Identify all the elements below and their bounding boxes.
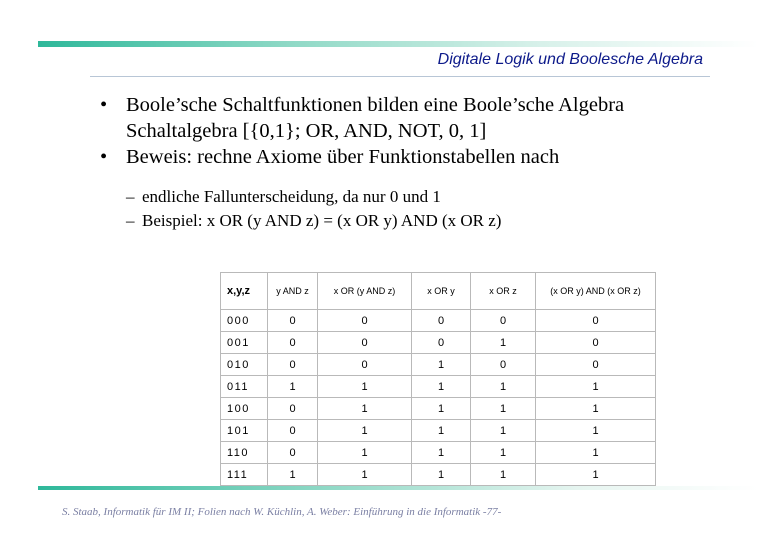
subbullet-item (100, 209, 624, 233)
table-cell: 1 (471, 376, 536, 398)
table-row (221, 354, 656, 376)
table-cell: 0 (318, 354, 412, 376)
table-cell: 0 (268, 354, 318, 376)
table-cell: 1 (318, 420, 412, 442)
table-row (221, 376, 656, 398)
table-cell: 111 (221, 464, 268, 486)
table-cell: 1 (536, 464, 656, 486)
table-cell: 001 (221, 332, 268, 354)
table-cell: 0 (268, 442, 318, 464)
table-header-cell: x OR z (471, 273, 536, 310)
table-cell: 100 (221, 398, 268, 420)
table-body (221, 310, 656, 486)
table-cell: 1 (268, 464, 318, 486)
table-cell: 101 (221, 420, 268, 442)
slide-title: Digitale Logik und Boolesche Algebra (437, 51, 703, 68)
table-row (221, 398, 656, 420)
table-cell: 1 (471, 332, 536, 354)
table-cell: 1 (412, 354, 471, 376)
table-row (221, 464, 656, 486)
bottom-accent-bar (38, 486, 758, 490)
table-cell: 1 (412, 464, 471, 486)
table-cell: 1 (536, 398, 656, 420)
table-cell: 0 (536, 332, 656, 354)
table-cell: 1 (471, 420, 536, 442)
bullet-icon: • (100, 94, 108, 116)
bullet-text-line: Beweis: rechne Axiome über Funktionstabellen nach (126, 146, 560, 168)
table-cell: 0 (318, 310, 412, 332)
table-header-cell: (x OR y) AND (x OR z) (536, 273, 656, 310)
table-cell: 1 (412, 376, 471, 398)
table-cell: 1 (268, 376, 318, 398)
top-accent-bar (38, 41, 758, 47)
table-cell: 011 (221, 376, 268, 398)
subbullet-text: Beispiel: x OR (y AND z) = (x OR y) AND (x OR z) (142, 211, 502, 230)
table-header-row (221, 273, 656, 310)
table-row (221, 310, 656, 332)
table-cell: 0 (268, 420, 318, 442)
table-cell: 0 (268, 310, 318, 332)
table-cell: 1 (412, 398, 471, 420)
table-header-cell: y AND z (268, 273, 318, 310)
table-cell: 0 (471, 310, 536, 332)
table-header-cell: x OR y (412, 273, 471, 310)
table-cell: 1 (536, 420, 656, 442)
bullet-list (100, 92, 624, 233)
table-cell: 0 (412, 332, 471, 354)
table-cell: 0 (318, 332, 412, 354)
table-cell: 1 (412, 442, 471, 464)
subbullet-text: endliche Fallunterscheidung, da nur 0 und 1 (142, 187, 441, 206)
title-divider (90, 76, 710, 77)
table-row (221, 332, 656, 354)
table-cell: 1 (318, 464, 412, 486)
footer-citation: S. Staab, Informatik für IM II; Folien nach W. Küchlin, A. Weber: Einführung in die Informatik -77- (62, 506, 502, 518)
table-cell: 1 (471, 442, 536, 464)
table-cell: 0 (536, 354, 656, 376)
table-header-cell: x,y,z (221, 273, 268, 310)
bullet-icon: • (100, 146, 108, 168)
bullet-item (100, 144, 624, 170)
table-cell: 000 (221, 310, 268, 332)
table-cell: 0 (268, 332, 318, 354)
dash-icon: – (126, 187, 135, 206)
table-cell: 1 (412, 420, 471, 442)
table-cell: 1 (536, 442, 656, 464)
table-cell: 110 (221, 442, 268, 464)
table-cell: 0 (268, 398, 318, 420)
bullet-text-line: Schaltalgebra [{0,1}; OR, AND, NOT, 0, 1] (126, 120, 487, 142)
table-cell: 010 (221, 354, 268, 376)
dash-icon: – (126, 211, 135, 230)
bullet-item (100, 92, 624, 144)
table-cell: 0 (412, 310, 471, 332)
bullet-text-line: Boole’sche Schaltfunktionen bilden eine Boole’sche Algebra (126, 94, 625, 116)
table-cell: 1 (471, 398, 536, 420)
table-row (221, 442, 656, 464)
table-cell: 0 (536, 310, 656, 332)
table-cell: 0 (471, 354, 536, 376)
subbullet-list (100, 185, 624, 233)
truth-table (220, 272, 656, 486)
table-header-cell: x OR (y AND z) (318, 273, 412, 310)
subbullet-item (100, 185, 624, 209)
table-row (221, 420, 656, 442)
table-cell: 1 (471, 464, 536, 486)
table-cell: 1 (318, 376, 412, 398)
table-cell: 1 (318, 442, 412, 464)
table-cell: 1 (318, 398, 412, 420)
table-cell: 1 (536, 376, 656, 398)
